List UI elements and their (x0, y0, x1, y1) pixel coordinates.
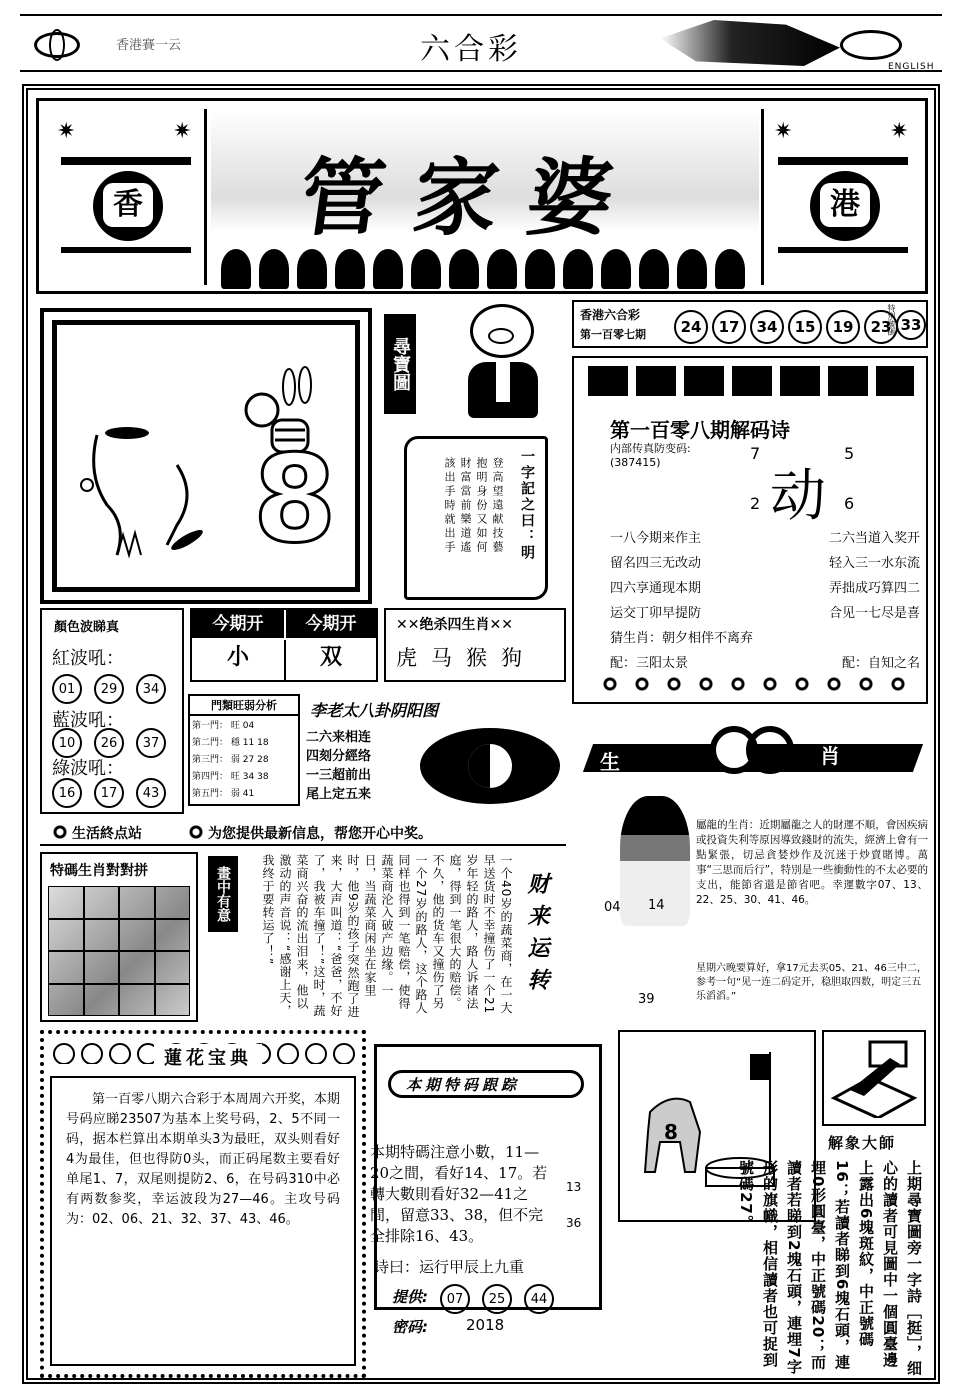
masthead-title: 管家婆 (293, 148, 650, 247)
decode-line: 留名四三无改动 (610, 556, 702, 571)
decode-panel (572, 356, 928, 704)
decode-line: 弄拙成巧算四二 (828, 581, 920, 596)
horse-emblem (660, 20, 840, 66)
result-label: 香港六合彩 (580, 308, 641, 322)
bagua-line: 尾上定五来 (306, 787, 372, 802)
bagua-icon (420, 728, 560, 804)
kill-animals: 虎马猴狗 (396, 646, 536, 670)
story-panel (204, 852, 566, 1022)
track-panel (370, 1030, 606, 1378)
gate-name: 第三門： (192, 755, 229, 765)
special-ball: 33 (896, 310, 926, 340)
left-emblem (47, 109, 207, 285)
flower-row (594, 674, 914, 696)
scroll-poem (441, 457, 505, 577)
result-ball: 24 (674, 310, 708, 344)
header-bar (20, 14, 942, 72)
open-label: 今期开 (192, 610, 284, 638)
provide-ball: 25 (482, 1284, 512, 1314)
blue-ball: 37 (136, 728, 166, 758)
open-label: 今期开 (286, 610, 376, 638)
header-title: 六合彩 (420, 32, 522, 67)
kill-title-text: 绝杀四生肖 (419, 617, 490, 633)
puzzle-number-art: 8 (253, 431, 337, 570)
decode-num-tl: 7 (750, 444, 761, 463)
decode-line: 轻入三一水东流 (828, 556, 920, 571)
result-period: 第一百零七期 (580, 328, 646, 341)
pig-mascot (448, 300, 558, 428)
gate-num: 11 (242, 738, 255, 748)
blue-ball: 26 (94, 728, 124, 758)
result-ball: 34 (750, 310, 784, 344)
open-parity: 双 (319, 644, 342, 670)
provide-ball: 07 (440, 1284, 470, 1314)
fortune-tail: 星期六晚要算好，拿17元去买05、21、46三中二，参考一句“见一连二码定开，稳胆取四数，明定三五乐滔滔。” (696, 963, 927, 1002)
decode-guess: 朝夕相伴不离弃 (662, 631, 754, 646)
green-wave-balls (52, 778, 178, 808)
gate-name: 第五門： (192, 789, 229, 799)
green-ball: 17 (94, 778, 124, 808)
track-provide-label: 提供: (392, 1288, 428, 1306)
track-side-num: 13 (566, 1180, 582, 1194)
star-icon: ✷ (57, 119, 76, 144)
scroll-heading: 一字記之曰：明 (519, 449, 535, 561)
zodiac-pair-panel (40, 852, 198, 1022)
track-code-label: 密码: (392, 1318, 428, 1336)
provide-ball: 44 (524, 1284, 554, 1314)
lotus-title: 蓮花宝典 (154, 1044, 262, 1070)
rings-banner (580, 720, 928, 790)
red-ball: 01 (52, 674, 82, 704)
green-ball: 43 (136, 778, 166, 808)
gate-num: 04 (242, 721, 255, 731)
bagua-panel (306, 698, 568, 808)
scroll-line: 抱明身份又如何 (475, 457, 488, 555)
gate-name: 第二門： (192, 738, 229, 748)
track-side-num: 36 (566, 1216, 582, 1230)
decode-num-bl: 2 (750, 494, 761, 513)
elephant-icon-box (822, 1030, 926, 1126)
rings-left-char: 生 (600, 750, 620, 774)
story-title: 财来运转 (524, 872, 550, 1000)
scroll-line: 財富當前樂道遙 (459, 457, 472, 555)
star-icon: ✷ (774, 119, 793, 144)
lotus-panel (40, 1030, 366, 1378)
decode-match: 配：三阳太景 (610, 656, 689, 671)
book-icon (830, 1038, 918, 1118)
gate-num: 38 (257, 772, 269, 782)
decode-line: 四六享通现本期 (610, 581, 702, 596)
decode-guess-label: 猜生肖： (610, 631, 663, 646)
english-label: ENGLISH (888, 62, 935, 72)
scroll-line: 該出手時就出手 (443, 457, 456, 555)
gate-title: 門類旺弱分析 (190, 696, 298, 716)
star-icon: ✷ (173, 119, 192, 144)
gate-state: 弱 (230, 789, 240, 799)
masthead-center (211, 109, 759, 285)
decode-match: 配：自知之名 (841, 656, 920, 671)
result-ball: 19 (826, 310, 860, 344)
puzzle-inner (52, 320, 360, 592)
logo-icon (34, 32, 80, 58)
track-title: 本期特码跟踪 (406, 1076, 521, 1094)
decode-line: 一八今期来作主 (610, 531, 702, 546)
red-ball: 29 (94, 674, 124, 704)
right-emblem (761, 109, 921, 285)
bagua-line: 二六来相连 (306, 730, 372, 745)
gate-num: 27 (242, 755, 255, 765)
track-text: 本期特碼注意小數，11—20之間，看好14、17。若轉大數則看好32—41之間，留意33、38，但不完全排除16、43。 (370, 1143, 548, 1245)
fortune-panel (600, 796, 930, 1016)
gate-rows (192, 718, 296, 803)
bagua-line: 一三超前出 (306, 768, 372, 783)
fortune-num: 39 (638, 992, 655, 1007)
brand-ring-icon (840, 30, 902, 60)
zodiac-pair-title: 特碼生肖對對拼 (50, 863, 148, 879)
decode-num-br: 6 (844, 494, 855, 513)
decode-line: 合见一七尽是喜 (828, 606, 920, 621)
gate-panel (188, 694, 300, 806)
rings-mid-char: 肖 (820, 744, 840, 768)
zodiac-grid (48, 886, 190, 1016)
kill-panel (384, 608, 566, 682)
header-small-text: 香港賽一云 (116, 38, 182, 53)
track-code: 2018 (466, 1316, 505, 1334)
red-wave-balls (52, 674, 178, 704)
gate-num: 41 (242, 789, 255, 799)
masthead (36, 98, 928, 294)
fortune-num: 04 (604, 900, 621, 915)
star-icon: ✷ (890, 119, 909, 144)
bagua-lines (306, 728, 371, 804)
bagua-title: 李老太八卦阴阳图 (310, 701, 439, 720)
decode-big-char: 动 (770, 464, 826, 529)
gate-num: 28 (257, 755, 269, 765)
scallop-decoration (221, 249, 761, 289)
bagua-line: 四刻分經络 (306, 749, 372, 764)
story-text: 一个40岁的蔬菜商，在一大早送货时不幸撞伤了一个21岁年轻的路人，路人诉诸法庭，得到一笔很大的赔偿。不久，他的货车又撞伤了另一个27岁的路人，这个路人同样也得到一笔赔偿，使得蔬菜商沦入破产边缘。一日，当蔬菜商闲坐在家里时，他9岁的孩子突然跑了进来，大声叫道：“爸爸，不好了，我被车撞了！”这时，蔬菜商兴奋的流出泪来，他以激动的声音说：“感谢上天，我终于要转运了！” (261, 854, 513, 1019)
gate-state: 弱 (230, 755, 240, 765)
color-wave-panel (40, 608, 184, 814)
green-ball: 16 (52, 778, 82, 808)
masthead-right-char: 港 (820, 183, 870, 227)
gate-num: 34 (242, 772, 255, 782)
decode-banner (588, 366, 914, 396)
result-balls (674, 310, 902, 344)
fortune-num: 14 (648, 898, 665, 913)
blue-ball: 10 (52, 728, 82, 758)
color-wave-title: 顏色波睇真 (54, 620, 120, 635)
goat-number: 8 (664, 1120, 678, 1144)
decode-title: 第一百零八期解码诗 (610, 418, 790, 442)
track-provide-balls (440, 1284, 566, 1314)
fortune-text: 屬龍的生肖：近期屬龍之人的財運不順，會因疾病或投資失利等原因導致錢財的流失，經濟上會有一點緊張，切忌貪婪炒作及沉迷于炒賣賭博。萬事“三思而后行”，特別是一些衝動性的不太必要的支出，能節省還是節省吧。幸運數字07、13、22、25、30、41、46。 (696, 819, 928, 906)
green-wave-label: 綠波吼： (52, 758, 124, 779)
life-banner (40, 820, 566, 846)
blue-wave-label: 藍波吼： (52, 710, 124, 731)
lotus-text: 第一百零八期六合彩于本周周六开奖，本期号码应睇23507为基本上奖号码，2、5不同一码，据本栏算出本期单头3为最旺，双头则看好4为最佳，但也得防0头，而正码尾数主要看好单尾1、7，双尾则提防2、6，在号码310中必有两数参奖，幸运波段为27—46。主攻号码为：02、06、21、32、37、43、46。 (50, 1076, 356, 1366)
special-label: 特別號碼 (887, 304, 896, 336)
gate-state: 旺 (230, 721, 240, 731)
result-ball: 23 (864, 310, 898, 344)
kill-title: ✕✕绝杀四生肖✕✕ (396, 617, 513, 633)
elephant-text: 上期尋寶圖旁一字詩［挺］，细心的讀者可見圖中一個圓臺邊上露出6塊斑紋，中正號碼16；若讀者睇到6塊石頭，連埋0形圓臺，中正號碼20；而讀者若睇到2塊石頭，連埋7字形的旗幟，相信讀者也可捉到號碼27。 (737, 1160, 923, 1377)
ring-icon (746, 726, 794, 774)
decode-line: 二六当道入奖开 (828, 531, 920, 546)
decode-lines (610, 526, 920, 676)
open-panel (190, 608, 378, 682)
red-ball: 34 (136, 674, 166, 704)
open-size: 小 (226, 644, 249, 670)
decode-code: (387415) (610, 456, 661, 469)
flower-icon (50, 822, 70, 842)
gate-num: 18 (257, 738, 269, 748)
track-poem: 诗曰：运行甲辰上九重 (374, 1258, 525, 1276)
life-slogan: 为您提供最新信息，帮您开心中奖。 (208, 826, 432, 842)
gate-state: 穩 (230, 738, 240, 748)
gate-state: 旺 (230, 772, 240, 782)
red-wave-label: 紅波吼： (52, 648, 124, 669)
puzzle-label: 尋寶圖 (384, 314, 416, 414)
flower-icon (186, 822, 206, 842)
gate-name: 第四門： (192, 772, 229, 782)
decode-line: 运交丁卯早提防 (610, 606, 702, 621)
elephant-title: 解象大師 (828, 1134, 897, 1152)
result-ball: 17 (712, 310, 746, 344)
scroll-panel (404, 436, 548, 600)
story-tag: 畫中有意 (208, 856, 238, 932)
decode-num-tr: 5 (844, 444, 855, 463)
decode-sub: 内部传真防变码: (610, 442, 691, 455)
masthead-left-char: 香 (103, 183, 153, 227)
gate-name: 第一門： (192, 721, 229, 731)
life-title: 生活終点站 (72, 826, 142, 842)
result-bar (572, 300, 928, 348)
scroll-line: 登高望遠献技藝 (491, 457, 504, 555)
result-ball: 15 (788, 310, 822, 344)
puzzle-panel (40, 308, 372, 604)
